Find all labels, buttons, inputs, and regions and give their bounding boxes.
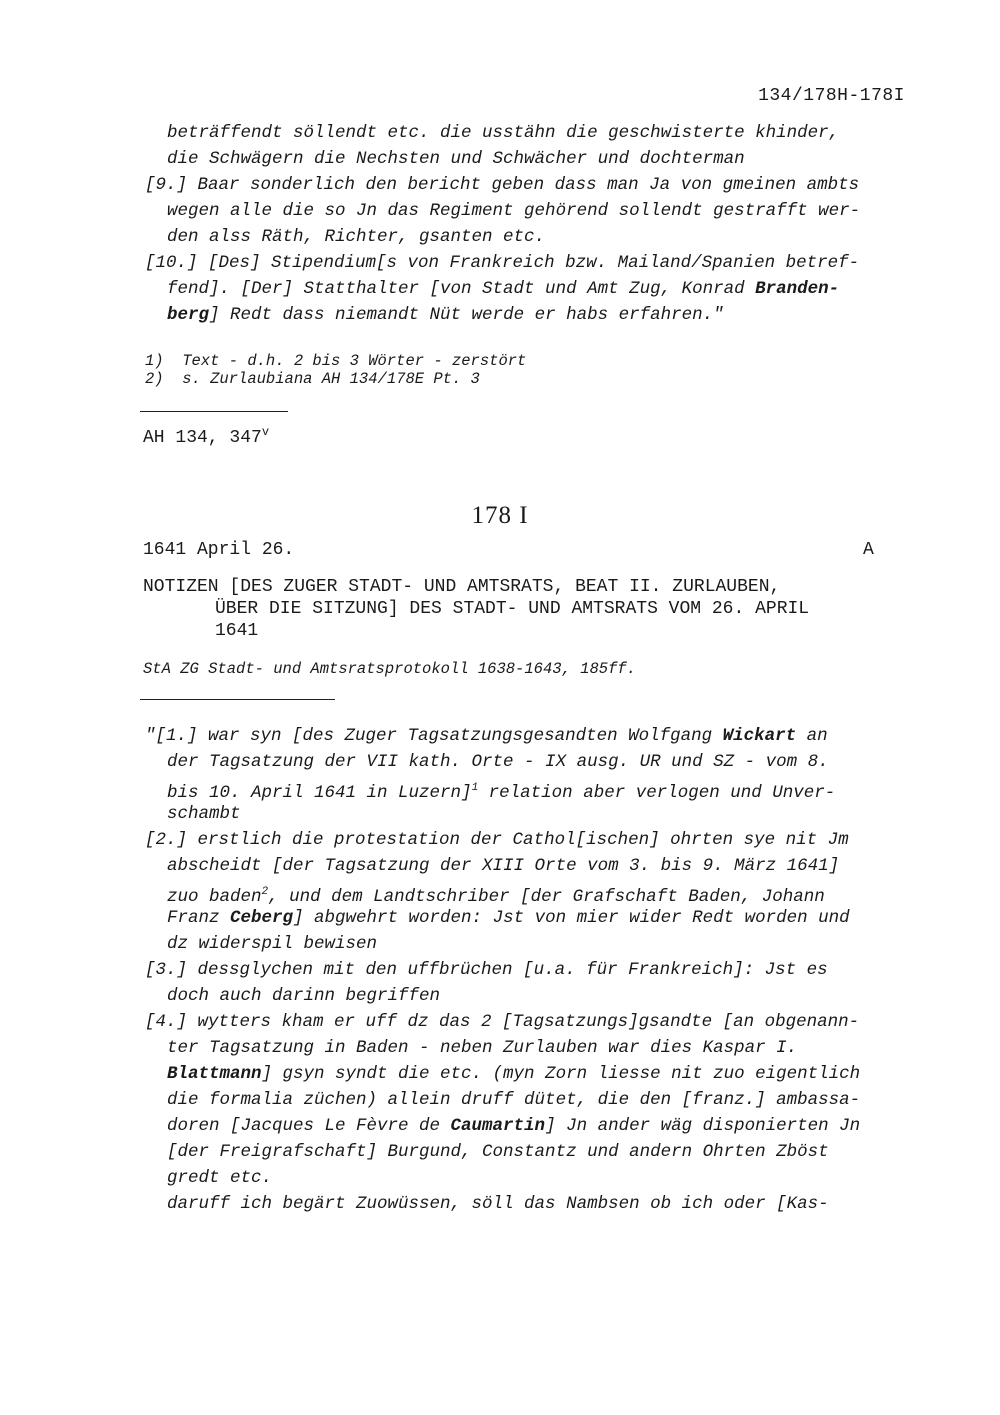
document-number: 178 I <box>471 502 529 529</box>
heading-line: ÜBER DIE SITZUNG] DES STADT- UND AMTSRATS VOM 26. APRIL <box>215 599 810 619</box>
continued-text-block <box>145 120 905 328</box>
body-line: [4.] wytters kham er uff dz das 2 [Tagsatzungs]gsandte [an obgenann- <box>145 1012 860 1032</box>
person-name-ceberg: Ceberg <box>230 908 294 928</box>
signature-verso-mark: v <box>261 425 270 439</box>
text-segment: fend]. [Der] Statthalter [von Stadt und Amt Zug, Konrad <box>167 279 756 299</box>
page-reference: 134/178H-178I <box>758 86 905 106</box>
document-body <box>145 723 905 1217</box>
heading-line: 1641 <box>215 621 259 641</box>
body-line: [der Freigrafschaft] Burgund, Constantz und andern Ohrten Zböst <box>167 1142 829 1162</box>
footnote-2: 2) s. Zurlaubiana AH 134/178E Pt. 3 <box>145 370 480 388</box>
body-line: [3.] dessglychen mit den uffbrüchen [u.a. für Frankreich]: Jst es <box>145 960 828 980</box>
body-line <box>145 1113 905 1139</box>
text-line: wegen alle die so Jn das Regiment gehörend sollendt gestrafft wer- <box>167 201 861 221</box>
body-line <box>145 905 905 931</box>
text-segment: an <box>796 726 828 746</box>
body-line: dz widerspil bewisen <box>167 934 378 954</box>
body-line <box>145 1061 905 1087</box>
document-heading <box>143 576 809 642</box>
item-9-line: [9.] Baar sonderlich den bericht geben dass man Ja von gmeinen ambts <box>145 175 860 195</box>
text-segment: ] Jn ander wäg disponierten Jn <box>545 1116 861 1136</box>
body-line <box>145 775 905 801</box>
text-segment: "[1.] war syn [des Zuger Tagsatzungsgesandten Wolfgang <box>145 726 723 746</box>
text-segment: ] gsyn syndt die etc. (myn Zorn liesse nit zuo eigentlich <box>261 1064 861 1084</box>
separator-rule <box>140 699 335 700</box>
source-citation: StA ZG Stadt- und Amtsratsprotokoll 1638-1643, 185ff. <box>143 660 636 678</box>
archive-signature <box>143 425 269 448</box>
body-line: schambt <box>167 804 241 824</box>
body-line: der Tagsatzung der VII kath. Orte - IX ausg. UR und SZ - vom 8. <box>167 752 829 772</box>
body-line: gredt etc. <box>167 1168 273 1188</box>
body-line: daruff ich begärt Zuowüssen, söll das Nambsen ob ich oder [Kas- <box>167 1194 829 1214</box>
text-segment: ] abgwehrt worden: Jst von mier wider Redt worden und <box>293 908 850 928</box>
body-line: doch auch darinn begriffen <box>167 986 441 1006</box>
body-line <box>145 723 905 749</box>
text-line <box>145 302 905 328</box>
item-10-line: [10.] [Des] Stipendium[s von Frankreich bzw. Mailand/Spanien betref- <box>145 253 860 273</box>
text-segment: , und dem Landtschriber [der Grafschaft Baden, Johann <box>268 887 825 907</box>
footnote-marker: 2 <box>261 886 269 898</box>
footnote-marker: 1 <box>471 782 479 794</box>
person-name-caumartin: Caumartin <box>450 1116 546 1136</box>
text-segment: zuo baden <box>167 887 262 907</box>
footnotes <box>145 352 526 388</box>
document-letter: A <box>863 540 874 560</box>
body-line: die formalia züchen) allein druff dütet, die den [franz.] ambassa- <box>167 1090 861 1110</box>
person-name-wickart: Wickart <box>722 726 797 746</box>
body-line <box>145 879 905 905</box>
text-line: beträffendt söllendt etc. die usstähn die geschwisterte khinder, <box>167 123 840 143</box>
text-line: die Schwägern die Nechsten und Schwächer und dochterman <box>167 149 745 169</box>
person-name-brandenberg-cont: berg <box>167 305 210 325</box>
document-date: 1641 April 26. <box>143 540 295 560</box>
text-segment: relation aber verlogen und Unver- <box>478 783 836 803</box>
text-segment: Franz <box>167 908 231 928</box>
text-segment: ] Redt dass niemandt Nüt werde er habs erfahren." <box>209 305 724 325</box>
body-line: [2.] erstlich die protestation der Cathol[ischen] ohrten sye nit Jm <box>145 830 849 850</box>
body-line: abscheidt [der Tagsatzung der XIII Orte vom 3. bis 9. März 1641] <box>167 856 840 876</box>
text-line: den alss Räth, Richter, gsanten etc. <box>167 227 546 247</box>
person-name-blattmann: Blattmann <box>167 1064 262 1084</box>
person-name-brandenberg: Branden- <box>755 279 840 299</box>
separator-rule <box>140 411 288 412</box>
text-segment: bis 10. April 1641 in Luzern] <box>167 783 472 803</box>
text-line <box>145 276 905 302</box>
footnote-1: 1) Text - d.h. 2 bis 3 Wörter - zerstört <box>145 352 527 370</box>
text-segment: doren [Jacques Le Fèvre de <box>167 1116 451 1136</box>
signature-text: AH 134, 347 <box>143 428 262 448</box>
heading-line: NOTIZEN [DES ZUGER STADT- UND AMTSRATS, BEAT II. ZURLAUBEN, <box>143 577 781 597</box>
body-line: ter Tagsatzung in Baden - neben Zurlauben war dies Kaspar I. <box>167 1038 798 1058</box>
